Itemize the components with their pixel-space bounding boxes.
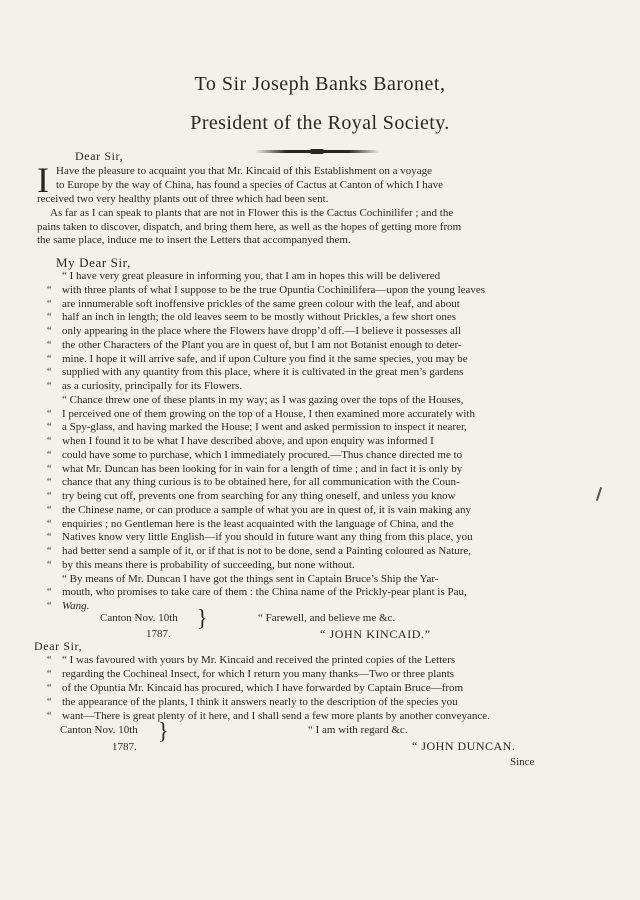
quote-mark: “: [47, 299, 52, 310]
letter1-line: had better send a sample of it, or if that is not to be done, send a Painting coloured as Nature,: [62, 545, 472, 557]
quote-mark: “: [47, 354, 52, 365]
letter2-line: “ I was favoured with yours by Mr. Kincaid and received the printed copies of the Letters: [62, 654, 456, 666]
letter1-line: when I found it to be what I have described above, and upon enquiry was informed I: [62, 435, 434, 447]
letter2-line: the appearance of the plants, I think it answers nearly to the description of the species you: [62, 696, 458, 708]
letter2-year: 1787.: [112, 741, 137, 753]
dedication-subtitle: President of the Royal Society.: [190, 112, 450, 134]
brace: }: [197, 604, 208, 631]
letter1-line: a Spy-glass, and having marked the House; I went and asked permission to inspect it nearer,: [62, 421, 467, 433]
quote-mark: “: [47, 532, 52, 543]
drop-cap: I: [37, 160, 49, 200]
letter1-year: 1787.: [146, 628, 171, 640]
letter2-closing: “ I am with regard &c.: [308, 724, 408, 736]
quote-mark: “: [47, 285, 52, 296]
margin-mark: [596, 487, 602, 501]
quote-mark: “: [47, 436, 52, 447]
letter1-line: I perceived one of them growing on the top of a House, I then examined more accurately with: [62, 408, 475, 420]
quote-mark: “: [47, 669, 52, 680]
quote-mark: “: [47, 367, 52, 378]
letter1-line: what Mr. Duncan has been looking for in vain for a length of time ; and in fact it is only by: [62, 463, 463, 475]
letter1-line: mine. I hope it will arrive safe, and if upon Culture you find it the same species, you may be: [62, 353, 468, 365]
quote-mark: “: [47, 464, 52, 475]
quote-mark: “: [47, 312, 52, 323]
intro-line: pains taken to discover, dispatch, and bring them here, as well as the hopes of getting more from: [37, 221, 462, 233]
letter1-line: only appearing in the place where the Flowers have dropp’d off.—I believe it possesses all: [62, 325, 462, 337]
letter1-line: “ I have very great pleasure in informing you, that I am in hopes this will be delivered: [62, 270, 441, 282]
letter1-salutation: My Dear Sir,: [56, 255, 131, 270]
letter2-line: regarding the Cochineal Insect, for which I return you many thanks—Two or three plants: [62, 668, 455, 680]
letter1-place: Canton Nov. 10th: [100, 612, 178, 624]
quote-mark: “: [47, 655, 52, 666]
quote-mark: “: [47, 519, 52, 530]
letter1-line: could have some to purchase, which I immediately procured.—Thus chance directed me to: [62, 449, 463, 461]
quote-mark: “: [47, 450, 52, 461]
quote-mark: “: [47, 340, 52, 351]
quote-mark: “: [47, 409, 52, 420]
quote-mark: “: [47, 477, 52, 488]
quote-mark: “: [47, 587, 52, 598]
letter1-line: the other Characters of the Plant you are in quest of, but I am not Botanist enough to deter-: [62, 339, 462, 351]
intro-line: As far as I can speak to plants that are not in Flower this is the Cactus Cochinilifer ; and the: [50, 207, 454, 219]
letter1-line: try being cut off, prevents one from searching for any thing oneself, and unless you know: [62, 490, 456, 502]
ornamental-rule-center: [310, 149, 324, 154]
letter1-line: are innumerable soft inoffensive prickles of the same green colour with the leaf, and about: [62, 298, 460, 310]
letter2-signature: “ JOHN DUNCAN.: [412, 739, 516, 753]
letter1-line: half an inch in length; the old leaves seem to be mostly without Prickles, a few short ones: [62, 311, 457, 323]
quote-mark: “: [47, 381, 52, 392]
intro-line: to Europe by the way of China, has found a species of Cactus at Canton of which I have: [56, 179, 444, 191]
letter1-line: chance that any thing curious is to be obtained here, for all communication with the Coun-: [62, 476, 460, 488]
catchword: Since: [510, 756, 535, 768]
intro-line: Have the pleasure to acquaint you that Mr. Kincaid of this Establishment on a voyage: [56, 165, 433, 177]
letter1-line: the Chinese name, or can produce a sample of what you are in quest of, it is vain making any: [62, 504, 472, 516]
quote-mark: “: [47, 491, 52, 502]
letter1-line: as a curiosity, principally for its Flowers.: [62, 380, 243, 392]
quote-mark: “: [47, 697, 52, 708]
quote-mark: “: [47, 546, 52, 557]
quote-mark: “: [47, 326, 52, 337]
intro-line: the same place, induce me to insert the Letters that accompanyed them.: [37, 234, 351, 246]
letter1-closing: “ Farewell, and believe me &c.: [258, 612, 396, 624]
letter1-line: with three plants of what I suppose to be the true Opuntia Cochinilifera—upon the young leaves: [62, 284, 486, 296]
quote-mark: “: [47, 711, 52, 722]
letter2-line: want—There is great plenty of it here, and I shall send a few more plants by another conveyance.: [62, 710, 490, 722]
quote-mark: “: [47, 601, 52, 612]
intro-salutation: Dear Sir,: [75, 149, 124, 163]
letter1-line: Wang.: [62, 600, 90, 612]
letter1-line: Natives know very little English—if you should in future want any thing from this place, you: [62, 531, 473, 543]
quote-mark: “: [47, 422, 52, 433]
letter2-line: of the Opuntia Mr. Kincaid has procured, which I have forwarded by Captain Bruce—from: [62, 682, 464, 694]
letter1-line: supplied with any quantity from this place, where it is cultivated in the great men’s gardens: [62, 366, 464, 378]
quote-mark: “: [47, 505, 52, 516]
letter1-line: enquiries ; no Gentleman here is the least acquainted with the language of China, and the: [62, 518, 454, 530]
brace: }: [158, 717, 169, 744]
letter1-line: by this means there is probability of succeeding, but none without.: [62, 559, 355, 571]
letter2-place: Canton Nov. 10th: [60, 724, 138, 736]
letter1-line: “ By means of Mr. Duncan I have got the things sent in Captain Bruce’s Ship the Yar-: [62, 573, 439, 585]
quote-mark: “: [47, 560, 52, 571]
intro-line: received two very healthy plants out of three which had been sent.: [37, 193, 329, 205]
letter2-salutation: Dear Sir,: [34, 639, 83, 653]
letter1-line: “ Chance threw one of these plants in my way; as I was gazing over the tops of the Houses,: [62, 394, 464, 406]
dedication-title: To Sir Joseph Banks Baronet,: [194, 73, 446, 95]
quote-mark: “: [47, 683, 52, 694]
letter1-signature: “ JOHN KINCAID.”: [320, 627, 431, 641]
letter1-line: mouth, who promises to take care of them : the China name of the Prickly-pear plant is Pau,: [62, 586, 467, 598]
